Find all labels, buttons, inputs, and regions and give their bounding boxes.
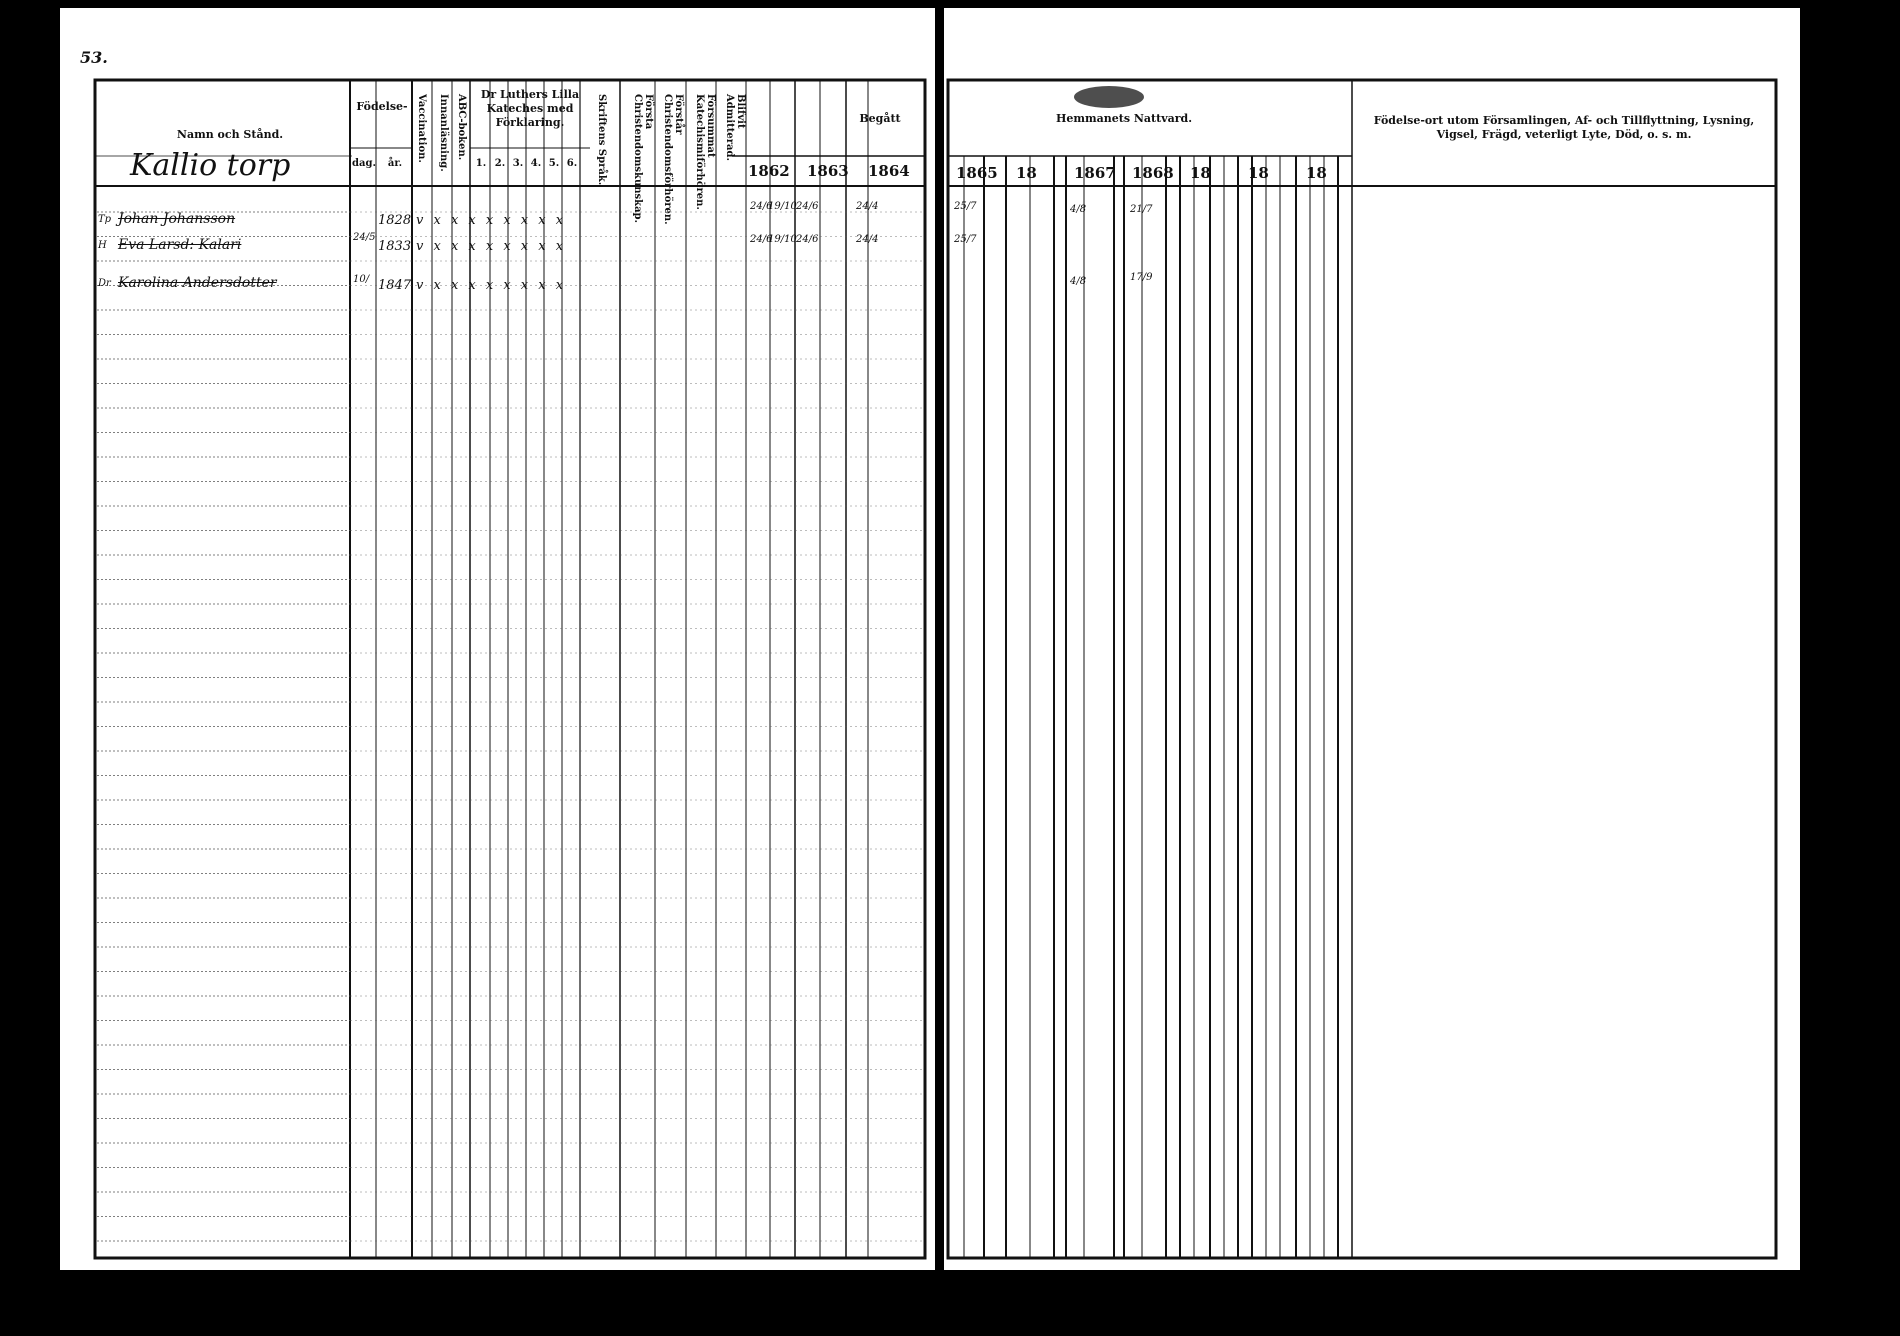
entry-day: 10/ — [353, 274, 370, 285]
right-register-page — [944, 8, 1800, 1270]
year-header: 18 — [1248, 164, 1269, 182]
entry-name: Eva Larsd: Kalari — [118, 237, 242, 253]
header-dag: dag. — [352, 158, 376, 169]
header-hemmanets-nattvard: Hemmanets Nattvard. — [1055, 112, 1193, 125]
begatt-date: 24/6 — [750, 201, 773, 212]
entry-year: 1828 — [378, 213, 412, 228]
header-blifvit-admitterad: Blifvit Admitterad. — [724, 94, 746, 161]
header-vaccination: Vaccination. — [416, 94, 427, 163]
header-forsummat: Försummat Katechismiförhören. — [694, 94, 716, 210]
year-header: 1862 — [748, 162, 790, 180]
nattvard-date: 17/9 — [1130, 272, 1153, 283]
header-namn-och-stand: Namn och Stånd. — [176, 128, 284, 141]
entry-year: 1833 — [378, 239, 412, 254]
right-ruling — [944, 8, 1800, 1270]
entry-prefix: Dr — [98, 278, 111, 289]
year-header: 1863 — [807, 162, 849, 180]
nattvard-date: 25/7 — [954, 201, 977, 212]
begatt-date: 24/6 — [796, 234, 819, 245]
year-header: 18 — [1190, 164, 1211, 182]
nattvard-date: 21/7 — [1130, 204, 1153, 215]
begatt-date: 24/4 — [856, 201, 879, 212]
header-fodelse: Födelse- — [356, 100, 408, 113]
entry-prefix: H — [98, 240, 107, 251]
header-abc-boken: ABC-boken. — [456, 94, 467, 161]
begatt-date: 24/6 — [796, 201, 819, 212]
place-heading: Kallio torp — [130, 148, 291, 183]
year-header: 18 — [1306, 164, 1327, 182]
begatt-date: 19/10 — [768, 201, 797, 212]
left-ruling — [60, 8, 935, 1270]
katekes-part-label: 5. — [548, 158, 560, 169]
page-number: 53. — [80, 48, 108, 67]
begatt-date: 24/6 — [750, 234, 773, 245]
left-register-page — [60, 8, 935, 1270]
entry-year: 1847 — [378, 278, 412, 293]
entry-name: Johan Johansson — [118, 211, 236, 227]
year-header: 1868 — [1132, 164, 1174, 182]
entry-marks: v x x x x x x x x — [416, 278, 567, 293]
nattvard-date: 4/8 — [1070, 204, 1087, 215]
nattvard-date: 25/7 — [954, 234, 977, 245]
katekes-part-label: 1. — [475, 158, 487, 169]
katekes-part-label: 3. — [512, 158, 524, 169]
header-innanlasning: Innanläsning. — [438, 94, 449, 172]
katekes-part-label: 6. — [566, 158, 578, 169]
begatt-date: 24/4 — [856, 234, 879, 245]
year-header: 1865 — [956, 164, 998, 182]
begatt-date: 19/10 — [768, 234, 797, 245]
entry-marks: v x x x x x x x x — [416, 213, 567, 228]
nattvard-date: 4/8 — [1070, 276, 1087, 287]
header-skriftens-sprak: Skriftens Språk. — [596, 94, 607, 186]
entry-day: 24/5 — [353, 232, 376, 243]
header-forstar-forhoren: Förstår Christendomsförhören. — [662, 94, 684, 225]
entry-marks: v x x x x x x x x — [416, 239, 567, 254]
year-header: 1864 — [868, 162, 910, 180]
header-notes-column: Födelse-ort utom Församlingen, Af- och Tillflyttning, Lysning, Vigsel, Frägd, veterligt Lyte, Död, o. s. m. — [1373, 114, 1755, 141]
ink-smudge — [1074, 86, 1144, 108]
entry-name: Karolina Andersdotter — [118, 275, 277, 291]
entry-prefix: Tp — [98, 214, 112, 225]
year-header: 18 — [1016, 164, 1037, 182]
header-forsta-christendom: Första Christendomskunskap. — [632, 94, 654, 224]
header-katekes: Dr Luthers Lilla Kateches med Förklaring. — [480, 88, 580, 129]
header-begatt: Begått — [859, 112, 901, 125]
year-header: 1867 — [1074, 164, 1116, 182]
katekes-part-label: 4. — [530, 158, 542, 169]
katekes-part-label: 2. — [494, 158, 506, 169]
header-ar: år. — [387, 158, 403, 169]
